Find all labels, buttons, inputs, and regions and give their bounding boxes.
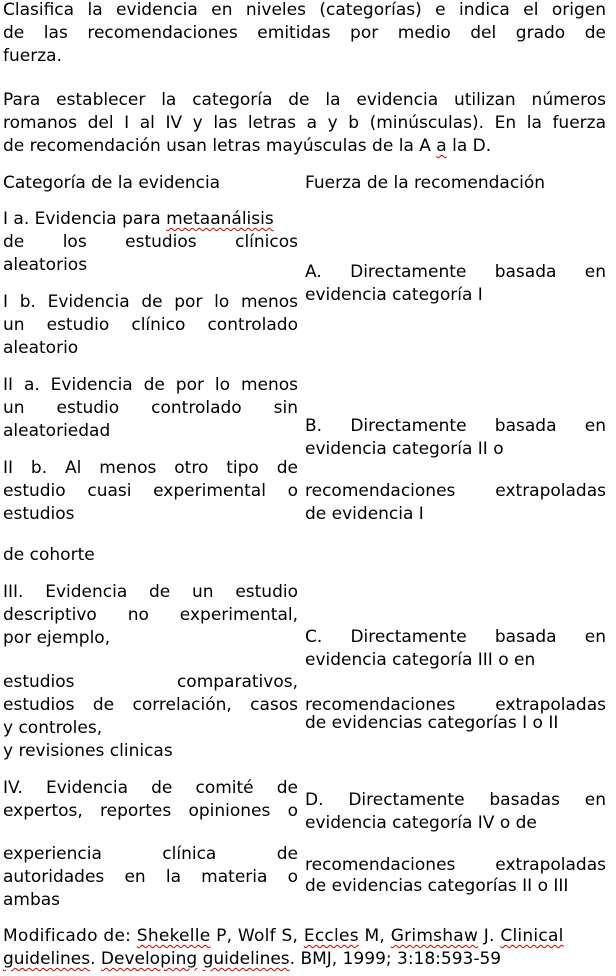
category-ib-line-1: I b. Evidencia de por lo menos [3,292,298,312]
category-ia-line-2: de los estudios clínicos [3,232,298,252]
category-iii-line-2: descriptivo no experimental, [3,605,298,625]
metaanalisis-word: metaanálisis [166,209,274,229]
category-iv-line-1: IV. Evidencia de comité de [3,778,298,798]
category-iib-line-4: de cohorte [3,545,95,565]
category-iv-line-2: expertos, reportes opiniones o [3,801,298,821]
para2-line-3 [3,136,491,156]
strength-c-line-4: de evidencias categorías I o II [305,713,559,733]
citation-text-4: . [90,949,101,969]
intro-line-2: de las recomendaciones emitidas por medio del grado de [3,23,606,43]
para2-line-2: romanos del I al IV y las letras a y b (minúsculas). En la fuerza [3,113,606,133]
category-iib-line-3: estudios [3,504,75,524]
citation-line-1 [3,926,609,946]
word-clinical: Clinical [500,926,564,946]
citation-text-3: J. [478,926,501,946]
category-iii-line-3: por ejemplo, [3,628,111,648]
category-ib-line-2: un estudio clínico controlado [3,315,298,335]
strength-c-line-1: C. Directamente basada en [305,627,606,647]
para2-line-3-text: de recomendación usan letras mayúsculas de la A [3,136,437,156]
strength-d-line-1: D. Directamente basadas en [305,790,606,810]
intro-line-1: Clasifica la evidencia en niveles (categorías) e indica el origen [3,0,606,20]
word-guidelines-1: guidelines [3,949,91,969]
strength-b-line-4: de evidencia I [305,504,424,524]
author-grimshaw: Grimshaw [390,926,479,946]
category-iib-line-1: II b. Al menos otro tipo de [3,458,298,478]
strength-b-line-2: evidencia categoría II o [305,439,504,459]
category-iia-line-3: aleatoriedad [3,421,111,441]
intro-line-3: fuerza. [3,46,62,66]
citation-text-6: . BMJ, 1999; 3:18:593-59 [289,949,502,969]
citation-line-2 [3,949,501,969]
word-guidelines-2: guidelines [202,949,290,969]
category-iii-line-6: y controles, [3,718,103,738]
strength-c-line-2: evidencia categoría III o en [305,650,536,670]
strength-d-line-4: de evidencias categorías II o III [305,876,569,896]
category-ib-line-3: aleatorio [3,338,79,358]
category-iii-line-4: estudios comparativos, [3,672,298,692]
category-iii-line-7: y revisiones clinicas [3,741,173,761]
category-ia-line-1 [3,209,274,229]
column-header-category: Categoría de la evidencia [3,173,221,193]
author-shekelle: Shekelle [136,926,211,946]
strength-b-line-1: B. Directamente basada en [305,416,606,436]
category-iv-line-3: experiencia clínica de [3,844,298,864]
citation-text-2: M, [358,926,391,946]
strength-b-line-3: recomendaciones extrapoladas [305,481,606,501]
para2-line-3-letter-a: a [436,136,447,156]
strength-d-line-2: evidencia categoría IV o de [305,813,537,833]
strength-c-line-3: recomendaciones extrapoladas [305,695,606,715]
strength-d-line-3: recomendaciones extrapoladas [305,855,606,875]
strength-a-line-1: A. Directamente basada en [305,262,606,282]
author-eccles: Eccles [303,926,359,946]
column-header-strength: Fuerza de la recomendación [305,173,546,193]
citation-text-1: P, Wolf S, [210,926,304,946]
category-iib-line-2: estudio cuasi experimental o [3,481,298,501]
category-iia-line-1: II a. Evidencia de por lo menos [3,375,298,395]
category-iii-line-1: III. Evidencia de un estudio [3,582,298,602]
para2-line-1: Para establecer la categoría de la evidencia utilizan números [3,90,606,110]
category-iia-line-2: un estudio controlado sin [3,398,298,418]
strength-a-line-2: evidencia categoría I [305,285,483,305]
word-developing: Developing [100,949,198,969]
category-ia-line-3: aleatorios [3,255,88,275]
para2-line-3-end: la D. [446,136,492,156]
category-iii-line-5: estudios de correlación, casos [3,695,298,715]
category-iv-line-4: autoridades en la materia o [3,867,298,887]
category-iv-line-5: ambas [3,890,61,910]
citation-prefix: Modificado de: [3,926,137,946]
category-ia-text: I a. Evidencia para [3,209,167,229]
